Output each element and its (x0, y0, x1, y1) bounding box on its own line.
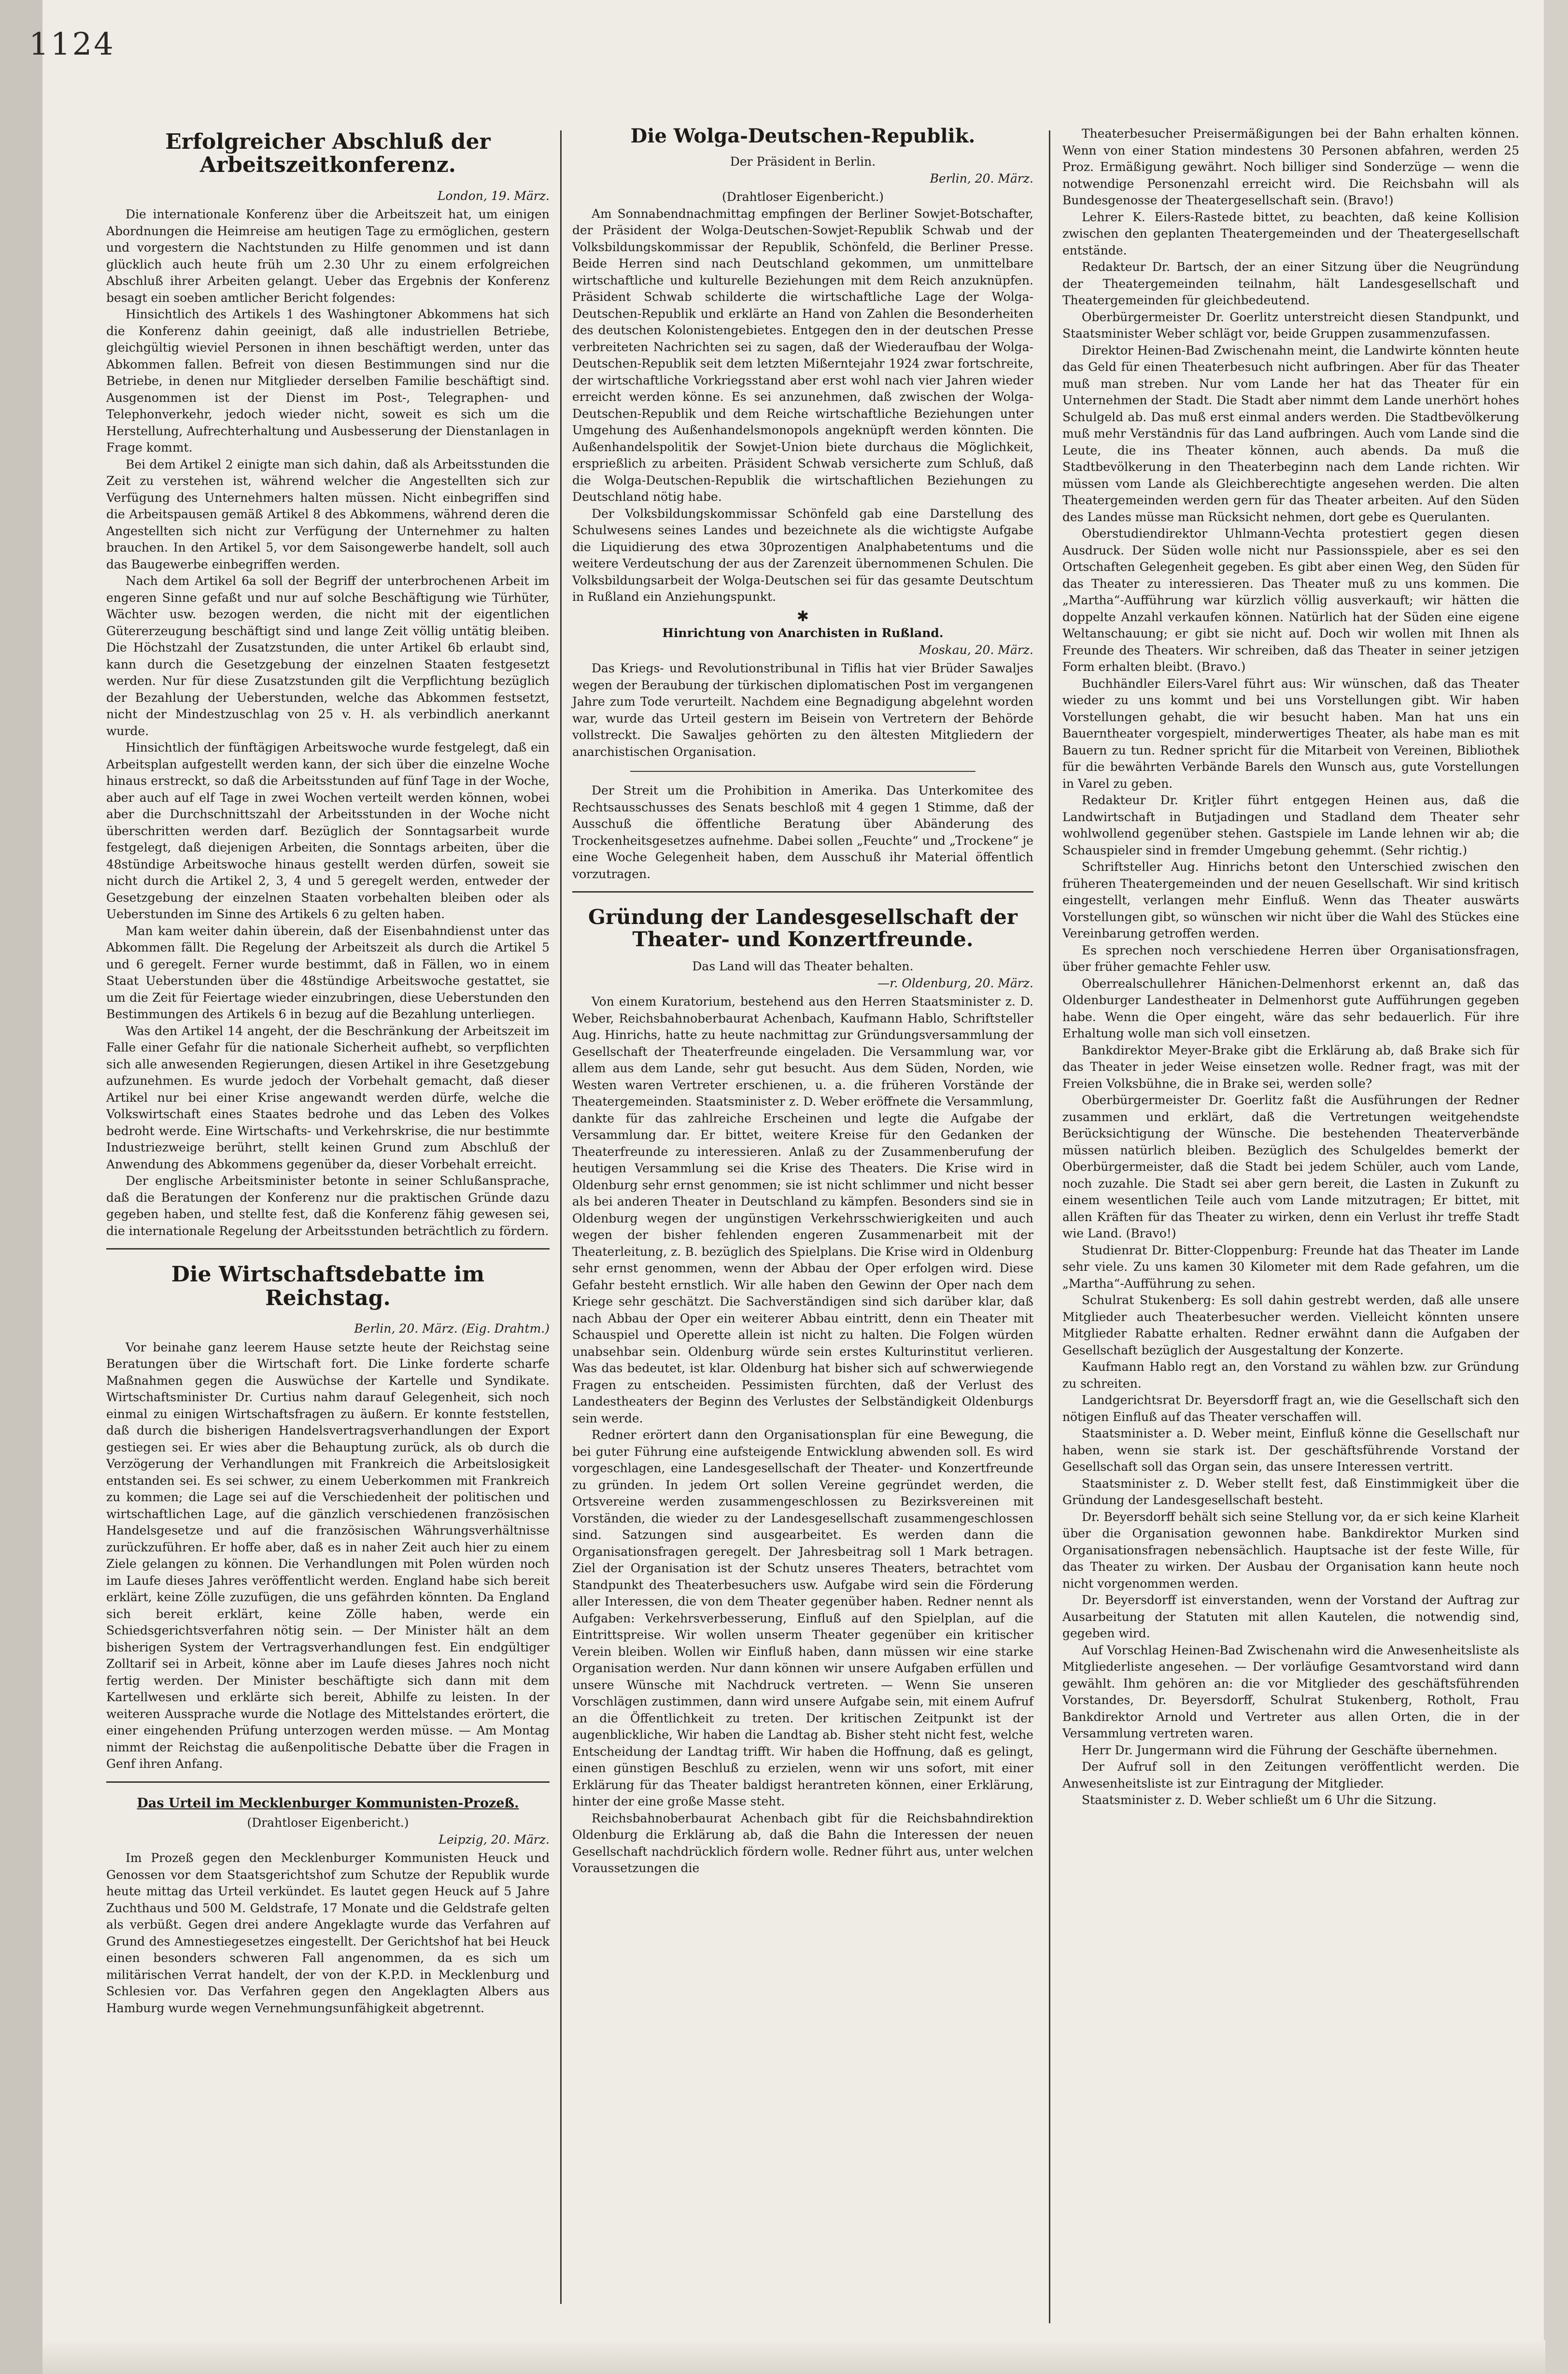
paragraph: Oberstudiendirektor Uhlmann-Vechta protestiert gegen diesen Ausdruck. Der Süden wolle nicht nur Passionsspiele, aber es sei den Ortschaften Gelegenheit gegeben. Es gibt aber einen Weg, den Süden für das Theater zu interessieren. Das Theater muß zu uns kommen. Die „Martha“-Aufführung war kürzlich völlig ausverkauft; wir hätten die doppelte Anzahl verkaufen können. Natürlich hat der Süden eine eigene Weltanschauung; er gibt sie nicht auf. Doch wir wollen mit Ihnen als Freunde des Theaters. Wir schreiben, daß das Theater in seiner jetzigen Form erhalten bleibt. (Bravo.) (1062, 526, 1519, 674)
paragraph: Reichsbahnoberbaurat Achenbach gibt für die Reichsbahndirektion Oldenburg die Erklärung ab, daß die Bahn die Interessen der neuen Gesellschaft nachdrücklich fördern wolle. Redner führt aus, unter welchen Voraussetzungen die (572, 1811, 1033, 1876)
dateline: Moskau, 20. März. (919, 642, 1033, 657)
column-2 (572, 126, 1033, 1877)
book-binding-edge (0, 0, 42, 2374)
paragraph: Studienrat Dr. Bitter-Cloppenburg: Freunde hat das Theater im Lande sehr viele. Zu uns kamen 30 Kilometer mit dem Rade gefahren, um die „Martha“-Aufführung zu sehen. (1062, 1243, 1519, 1291)
paragraph: Hinsichtlich des Artikels 1 des Washingtoner Abkommens hat sich die Konferenz dahin geeinigt, daß alle industriellen Betriebe, gleichgültig wieviel Personen in ihnen beschäftigt werden, unter das Abkommen fallen. Befreit von diesen Bestimmungen sind nur die Betriebe, in denen nur Mitglieder derselben Familie beschäftigt sind. Ausgenommen ist der Dienst im Post-, Telegraphen- und Telephonverkehr, jedoch wieder nicht, soweit es sich um die Herstellung, Aufrechterhaltung und Ausbesserung der Dienstanlagen in Frage kommt. (106, 307, 550, 455)
subheadline: Das Land will das Theater behalten. (692, 959, 914, 974)
paragraph: Redakteur Dr. Bartsch, der an einer Sitzung über die Neugründung der Theatergemeinden teilnahm, hält Landesgesellschaft und Theatergemeinden für gleichbedeutend. (1062, 260, 1519, 307)
paragraph: Der englische Arbeitsminister betonte in seiner Schlußansprache, daß die Beratungen der Konferenz nur die praktischen Gründe dazu gegeben haben, und stellte fest, daß die Konferenz fähig gewesen sei, die internationale Regelung der Arbeitsstunden beträchtlich zu fördern. (106, 1174, 550, 1238)
paragraph: Herr Dr. Jungermann wird die Führung der Geschäfte übernehmen. (1082, 1743, 1497, 1757)
page-edge-right (1544, 0, 1568, 2374)
paragraph: Buchhändler Eilers-Varel führt aus: Wir wünschen, daß das Theater wieder zu uns kommt und bei uns Vorstellungen gibt. Wir haben Vorstellungen gehabt, die wir besucht haben. Man hat uns ein Bauerntheater vorgespielt, minderwertiges Theater, als habe man es mit Bauern zu tun. Redner spricht für die Mitarbeit von Vereinen, Bibliothek für die bewährten Verbände Barels den Wunsch aus, gute Vorstellungen in Varel zu geben. (1062, 676, 1519, 791)
column-rule (1049, 130, 1050, 2323)
dateline: London, 19. März. (437, 188, 550, 203)
article-wirtschaftsdebatte (106, 1258, 550, 1772)
paragraph: Landgerichtsrat Dr. Beyersdorff fragt an, wie die Gesellschaft sich den nötigen Einfluß auf das Theater verschaffen will. (1062, 1393, 1519, 1424)
paragraph: Oberbürgermeister Dr. Goerlitz faßt die Ausführungen der Redner zusammen und erklärt, daß die Vertretungen weitgehendste Berücksichtigung der Wünsche. Die bestehenden Theaterverbände müssen natürlich bleiben. Bezüglich des Schulgeldes bemerkt der Oberbürgermeister, daß die Stadt bei jedem Schüler, auch vom Lande, noch zuzahle. Die Stadt sei aber gern bereit, die Lasten in Zukunft zu einem wesentlichen Teile auch vom Lande mitzutragen; Er bittet, mit allen Kräften für das Theater zu wirken, denn ein Verlust ihr treffe Stadt wie Land. (Bravo!) (1062, 1093, 1519, 1240)
paragraph: Schriftsteller Aug. Hinrichs betont den Unterschied zwischen den früheren Theatergemeinden und der neuen Gesellschaft. Wir sind kritisch eingestellt, verlangen mehr Einfluß. Wenn das Theater auswärts Vorstellungen gibt, so wünschen wir nicht über die Wahl des Stückes eine Vereinbarung getroffen werden. (1062, 860, 1519, 940)
paragraph: Redner erörtert dann den Organisationsplan für eine Bewegung, die bei guter Führung eine aufsteigende Entwicklung abwenden soll. Es wird vorgeschlagen, eine Landesgesellschaft der Theater- und Konzertfreunde zu gründen. In jedem Ort sollen Vereine gegründet werden, die Ortsvereine werden zusammengeschlossen zu Bezirksvereinen mit Vorständen, die wieder zu der Landesgesellschaft zusammengeschlossen sind. Satzungen sind ausgearbeitet. Es werden dann die Organisationsfragen geregelt. Der Jahresbeitrag soll 1 Mark betragen. Ziel der Organisation ist der Schutz unseres Theaters, betrachtet vom Standpunkt des Theaterbesuchers usw. Aufgabe wird sein die Förderung aller Interessen, die von dem Theater gegenüber haben. Redner nennt als Aufgaben: Verkehrsverbesserung, Einfluß auf den Spielplan, auf die Eintrittspreise. Wir wollen unserm Theater gegenüber ein kritischer Verein bleiben. Wollen wir Einfluß haben, dann müssen wir eine starke Organisation werden. Nur dann können wir unsere Aufgaben erfüllen und unsere Wünsche mit Nachdruck vertreten. — Wenn Sie unseren Vorschlägen zustimmen, dann wird unsere Aufgabe sein, mit einem Aufruf an die Öffentlichkeit zu treten. Der kritischen Zeitpunkt ist der augenblickliche, Wir haben die Landtag ab. Bisher steht nicht fest, welche Entscheidung der Landtag trifft. Wir haben die Hoffnung, daß es gelingt, einen günstigen Beschluß zu erzielen, wenn wir uns sofort, mit einer Erklärung für das Theater baldigst herantreten können, einer Erklärung, hinter der eine große Masse steht. (572, 1428, 1033, 1809)
dateline: Berlin, 20. März. (Eig. Drahtm.) (354, 1322, 550, 1336)
dateline: Berlin, 20. März. (930, 171, 1033, 185)
paragraph: Kaufmann Hablo regt an, den Vorstand zu wählen bzw. zur Gründung zu schreiten. (1062, 1360, 1519, 1391)
article-landesgesellschaft (572, 901, 1033, 1877)
paragraph: Staatsminister z. D. Weber schließt um 6 Uhr die Sitzung. (1082, 1793, 1437, 1807)
paragraph: Vor beinahe ganz leerem Hause setzte heute der Reichstag seine Beratungen über die Wirtschaft fort. Die Linke forderte scharfe Maßnahmen gegen die Auswüchse der Kartelle und Syndikate. Wirtschaftsminister Dr. Curtius nahm darauf Gelegenheit, sich noch einmal zu einigen Wirtschaftsfragen zu äußern. Er konnte feststellen, daß durch die bisherigen Handelsvertragsverhandlungen der Export gestiegen sei. Er wies aber die Behauptung zurück, als ob durch die Verzögerung der Verhandlungen mit Frankreich die Arbeitslosigkeit entstanden sei. Es sei schwer, zu einem Ueberkommen mit Frankreich zu kommen; die Lage sei auf die Verschiedenheit der politischen und wirtschaftlichen Lage, auf die gänzlich verschiedenen französischen Handelsgesetze und auf die französischen Währungsverhältnisse zurückzuführen. Er hoffe aber, daß es in naher Zeit auch hier zu einem Ziele gelangen zu können. Die Verhandlungen mit Polen würden noch im Laufe dieses Jahres veröffentlicht werden. England habe sich bereit erklärt, keine Zölle zuzufügen, die uns gefährden könnten. Da England sich bereit erklärt, keine Zölle haben, werde ein Schiedsgerichtsverfahren nötig sein. — Der Minister hält an dem bisherigen System der Vertragsverhandlungen fest. Ein endgültiger Zolltarif sei in Arbeit, könne aber im Laufe dieses Jahres noch nicht fertig werden. Der Minister beschäftigte sich dann mit dem Kartellwesen und erklärte sich bereit, Abhilfe zu leisten. In der weiteren Aussprache wurde die Notlage des Mittelstandes erörtert, die einer eingehenden Prüfung unterzogen werden müsse. — Am Montag nimmt der Reichstag die außenpolitische Debatte über die Fragen in Genf ihren Anfang. (106, 1340, 550, 1771)
dateline: —r. Oldenburg, 20. März. (877, 976, 1033, 990)
article-divider (572, 891, 1033, 893)
article-divider (630, 771, 975, 772)
paragraph: Lehrer K. Eilers-Rastede bittet, zu beachten, daß keine Kollision zwischen den geplanten Theatergemeinden und der Theatergesellschaft entstände. (1062, 210, 1519, 257)
paragraph: Die internationale Konferenz über die Arbeitszeit hat, um einigen Abordnungen die Heimreise am heutigen Tage zu ermöglichen, gestern und vorgestern die Nachtstunden zu Hilfe genommen und ist dann glücklich auch heute früh um 2.30 Uhr zu einem erfolgreichen Abschluß ihrer Arbeiten gelangt. Ueber das Ergebnis der Konferenz besagt ein soeben amtlicher Bericht folgendes: (106, 207, 550, 305)
subheadline: Der Präsident in Berlin. (730, 155, 876, 169)
source-line: (Drahtloser Eigenbericht.) (721, 190, 884, 204)
paragraph: Hinsichtlich der fünftägigen Arbeitswoche wurde festgelegt, daß ein Arbeitsplan aufgestellt werden kann, der sich über die einzelne Woche hinaus erstreckt, so daß die Arbeitsstunden auf fünf Tage in der Woche, aber auch auf elf Tage in zwei Wochen verteilt werden können, wobei aber die Durchschnittszahl der Arbeitsstunden in der Woche nicht überschritten werden darf. Bezüglich der Sonntagsarbeit wurde festgelegt, daß diejenigen Arbeiten, die Sonntags arbeiten, über die 48stündige Arbeitswoche hinaus gestellt werden dürfen, soweit sie nicht durch die Artikel 2, 3, 4 und 5 geregelt werden, entweder der Gesetzgebung der einzelnen Staaten vorbehalten bleiben oder als Ueberstunden im Sinne des Artikels 6 zu gelten haben. (106, 740, 550, 922)
paragraph: Schulrat Stukenberg: Es soll dahin gestrebt werden, daß alle unsere Mitglieder auch Theaterbesucher werden. Vielleicht könnten unsere Mitglieder Rabatte erhalten. Redner erwähnt dann die Aufgaben der Gesellschaft bezüglich der Ausgestaltung der Konzerte. (1062, 1293, 1519, 1357)
paragraph: Am Sonnabendnachmittag empfingen der Berliner Sowjet-Botschafter, der Präsident der Wolga-Deutschen-Sowjet-Republik Schwab und der Volksbildungskommissar der Republik, Schönfeld, die Berliner Presse. Beide Herren sind nach Deutschland gekommen, um unmittelbare wirtschaftliche und kulturelle Beziehungen mit dem Reich anzuknüpfen. Präsident Schwab schilderte die wirtschaftliche Lage der Wolga-Deutschen-Republik und erklärte an Hand von Zahlen die Besonderheiten des deutschen Kolonistengebietes. Entgegen den in der deutschen Presse verbreiteten Nachrichten sei zu sagen, daß der Wiederaufbau der Wolga-Deutschen-Republik seit dem letzten Mißerntejahr 1924 zwar fortschreite, der wirtschaftliche Vorkriegsstand aber erst wohl nach vier Jahren wieder erreicht werden könne. Es sei anzunehmen, daß zwischen der Wolga-Deutschen-Republik und dem Reiche wirtschaftliche Beziehungen unter Umgehung des Außenhandelsmonopols angeknüpft werden könnten. Die Außenhandelspolitik der Sowjet-Union biete durchaus die Möglichkeit, ersprießlich zu arbeiten. Präsident Schwab versicherte zum Schluß, daß die Wolga-Deutschen-Republik die wirtschaftlichen Beziehungen zu Deutschland nötig habe. (572, 206, 1033, 504)
article-prohibition (572, 782, 1033, 882)
paragraph: Dr. Beyersdorff behält sich seine Stellung vor, da er sich keine Klarheit über die Organisation gewonnen habe. Bankdirektor Murken sind Organisationsfragen nebensächlich. Hauptsache ist der feste Wille, für das Theater zu wirken. Der Ausbau der Organisation kann heute noch nicht vorgenommen werden. (1062, 1509, 1519, 1591)
page-number: 1124 (29, 27, 115, 62)
paragraph: Es sprechen noch verschiedene Herren über Organisationsfragen, über früher gemachte Fehler usw. (1062, 943, 1519, 974)
headline: Das Urteil im Mecklenburger Kommunisten-Prozeß. (137, 1795, 519, 1811)
paragraph: Auf Vorschlag Heinen-Bad Zwischenahn wird die Anwesenheitsliste als Mitgliederliste angesehen. — Der vorläufige Gesamtvorstand wird dann gewählt. Ihm gehören an: die vor Mitglieder des geschäftsführenden Vorstandes, Dr. Beyersdorff, Schulrat Stukenberg, Rotholt, Frau Bankdirektor Arnold und Vertreter aus allen Orten, die in der Versammlung vertreten waren. (1062, 1643, 1519, 1740)
paragraph: Von einem Kuratorium, bestehend aus den Herren Staatsminister z. D. Weber, Reichsbahnoberbaurat Achenbach, Kaufmann Hablo, Schriftsteller Aug. Hinrichs, hatte zu heute nachmittag zur Gründungsversammlung der Gesellschaft der Theaterfreunde eingeladen. Die Versammlung war, vor allem aus dem Lande, sehr gut besucht. Aus dem Süden, Norden, wie Westen waren Vertreter erschienen, u. a. die früheren Vorstände der Theatergemeinden. Staatsminister z. D. Weber eröffnete die Versammlung, dankte für das zahlreiche Erscheinen und legte die Aufgabe der Versammlung dar. Er bittet, weitere Kreise für den Gedanken der Theaterfreunde zu interessieren. Anlaß zu der Zusammenberufung der heutigen Versammlung sei die Krise des Theaters. Die Krise wird in Oldenburg sehr ernst genommen; sie ist nicht schlimmer und nicht besser als bei anderen Theater in Deutschland zu kämpfen. Besonders sind sie in Oldenburg wegen der ungünstigen Verkehrsschwierigkeiten und auch wegen der bisher fehlenden engeren Zusammenarbeit mit der Theaterleitung, z. B. bezüglich des Spielplans. Die Krise wird in Oldenburg sehr ernst genommen, wenn der Abbau der Oper erfolgen wird. Diese Gefahr besteht ernstlich. Wir alle haben den Gewinn der Oper nach dem Kriege sehr geschätzt. Die Sachverständigen sind sich darüber klar, daß nach Abbau der Oper ein weiterer Abbau eintritt, denn ein Theater mit Schauspiel und Operette allein ist nicht zu halten. Die Folgen würden unabsehbar sein. Oldenburg würde sein erstes Kulturinstitut verlieren. Was das bedeutet, ist klar. Oldenburg hat bisher sich auf schwerwiegende Fragen zu entscheiden. Pessimisten fürchten, daß der Verlust des Landestheaters der Beginn des Verlustes der Selbständigkeit Oldenburgs sein werde. (572, 995, 1033, 1425)
column-1 (106, 126, 550, 2017)
paragraph: Staatsminister a. D. Weber meint, Einfluß könne die Gesellschaft nur haben, wenn sie stark ist. Der geschäftsführende Vorstand der Gesellschaft soll das Organ sein, das unsere Interessen vertritt. (1062, 1426, 1519, 1474)
page-bottom-edge (42, 2340, 1545, 2374)
headline: Die Wolga-Deutschen-Republik. (630, 125, 975, 147)
source-line: (Drahtloser Eigenbericht.) (247, 1816, 409, 1830)
article-kommunisten-prozess (106, 1791, 550, 2017)
paragraph: Direktor Heinen-Bad Zwischenahn meint, die Landwirte könnten heute das Geld für einen Theaterbesuch nicht aufbringen. Aber für das Theater muß man streben. Nur vom Lande her hat das Theater für ein Unternehmen der Stadt. Die Stadt aber nimmt dem Lande unerhört hohes Schulgeld ab. Das muß erst einmal anders werden. Die Stadtbevölkerung muß mehr Verständnis für das Land aufbringen. Auch vom Lande sind die Leute, die ins Theater können, auch abends. Da muß die Stadtbevölkerung in den Theaterbeginn nach dem Lande richten. Wir müssen vom Lande als Gleichberechtigte angesehen werden. Die alten Theatergemeinden werden gern für das Theater arbeiten. Auf den Süden des Landes müsse man Rücksicht nehmen, dort gebe es Querulanten. (1062, 343, 1519, 524)
paragraph: Was den Artikel 14 angeht, der die Beschränkung der Arbeitszeit im Falle einer Gefahr für die nationale Sicherheit aufhebt, so verpflichten sich alle anwesenden Regierungen, diesen Artikel in ihre Gesetzgebung aufzunehmen. Es wurde jedoch der Vorbehalt gemacht, daß dieser Artikel nur bei einer Krise angewandt werden dürfe, welche die Volkswirtschaft eines Staates bedrohe und das Leben des Volkes bedroht werde. Eine Wirtschafts- und Verkehrskrise, die nur bestimmte Industriezweige berührt, stellt keinen Grund zum Abschluß der Anwendung des Abkommens gegenüber da, dieser Vorbehalt erreicht. (106, 1024, 550, 1171)
article-divider (106, 1781, 550, 1783)
column-rule (560, 130, 562, 2304)
headline: Die Wirtschaftsdebatte im Reichstag. (171, 1262, 485, 1310)
paragraph: Bankdirektor Meyer-Brake gibt die Erklärung ab, daß Brake sich für das Theater in jeder Weise einsetzen wolle. Redner fragt, was mit der Freien Volksbühne, die in Brake sei, werden solle? (1062, 1043, 1519, 1091)
dateline: Leipzig, 20. März. (438, 1832, 550, 1847)
paragraph: Dr. Beyersdorff ist einverstanden, wenn der Vorstand der Auftrag zur Ausarbeitung der Statuten mit allen Kautelen, die notwendig sind, gegeben wird. (1062, 1593, 1519, 1640)
paragraph: Oberbürgermeister Dr. Goerlitz unterstreicht diesen Standpunkt, und Staatsminister Weber schlägt vor, beide Gruppen zusammenzufassen. (1062, 310, 1519, 341)
paragraph: Der Aufruf soll in den Zeitungen veröffentlicht werden. Die Anwesenheitsliste ist zur Eintragung der Mitglieder. (1062, 1760, 1519, 1791)
separator-star-icon: ✱ (796, 608, 809, 625)
paragraph: Redakteur Dr. Kriţler führt entgegen Heinen aus, daß die Landwirtschaft in Butjadingen und Stadland dem Theater sehr wohlwollend gegenüber stehen. Gastspiele im Lande lehnen wir ab; die Schauspieler sind in fremder Umgebung gehemmt. (Sehr richtig.) (1062, 793, 1519, 857)
paragraph: Theaterbesucher Preisermäßigungen bei der Bahn erhalten können. Wenn von einer Station mindestens 30 Personen abfahren, werden 25 Proz. Ermäßigung gewährt. Noch billiger sind Sonderzüge — wenn die notwendige Personenzahl erreicht wird. Die Reichsbahn will als Bundesgenosse der Theatergesellschaft sein. (Bravo!) (1062, 127, 1519, 207)
article-wolga-deutschen (572, 126, 1033, 606)
paragraph: Das Kriegs- und Revolutionstribunal in Tiflis hat vier Brüder Sawaljes wegen der Beraubung der türkischen diplomatischen Post im vergangenen Jahre zum Tode verurteilt. Nachdem eine Begnadigung abgelehnt worden war, wurde das Urteil gestern im Beisein von Vertretern der Behörde vollstreckt. Die Sawaljes gehörten zu den ältesten Mitgliedern der anarchistischen Organisation. (572, 661, 1033, 759)
paragraph: Nach dem Artikel 6a soll der Begriff der unterbrochenen Arbeit im engeren Sinne gefaßt und nur auf solche Beschäftigung wie Türhüter, Wächter usw. bezogen werden, die nicht mit der eigentlichen Gütererzeugung beschäftigt sind und lange Zeit völlig untätig bleiben. Die Höchstzahl der Zusatzstunden, die unter Artikel 6b erlaubt sind, kann durch die Gesetzgebung der einzelnen Staaten festgesetzt werden. Nur für diese Zusatzstunden gilt die Verpflichtung bezüglich der Bezahlung der Ueberstunden, welche das Abkommen festsetzt, nicht der Mindestzuschlag von 25 v. H. als verbindlich anerkannt wurde. (106, 574, 550, 738)
paragraph: Im Prozeß gegen den Mecklenburger Kommunisten Heuck und Genossen vor dem Staatsgerichtshof zum Schutze der Republik wurde heute mittag das Urteil verkündet. Es lautet gegen Heuck auf 5 Jahre Zuchthaus und 500 M. Geldstrafe, 17 Monate und die Geldstrafe gelten als verbüßt. Gegen drei andere Angeklagte wurde das Verfahren auf Grund des Amnestiegesetzes eingestellt. Der Gerichtshof hat bei Heuck einen besonders schweren Fall angenommen, da es sich um militärischen Verrat handelt, der von der K.P.D. in Mecklenburg und Schlesien vor. Das Verfahren gegen den Angeklagten Albers aus Hamburg wurde wegen Vernehmungsunfähigkeit abgetrennt. (106, 1851, 550, 2015)
headline: Hinrichtung von Anarchisten in Rußland. (662, 626, 944, 640)
paragraph: Der Streit um die Prohibition in Amerika. Das Unterkomitee des Rechtsausschusses des Senats beschloß mit 4 gegen 1 Stimme, daß der Ausschuß die öffentliche Beratung über Abänderung des Trockenheitsgesetzes aufnehme. Dabei sollen „Feuchte“ und „Trockene“ je eine Woche Gelegenheit haben, dem Ausschuß ihr Material öffentlich vorzutragen. (572, 783, 1033, 881)
article-arbeitszeitkonferenz (106, 126, 550, 1239)
headline: Erfolgreicher Abschluß der Arbeitszeitkonferenz. (165, 129, 491, 178)
paragraph: Staatsminister z. D. Weber stellt fest, daß Einstimmigkeit über die Gründung der Landesgesellschaft besteht. (1062, 1476, 1519, 1507)
article-divider (106, 1248, 550, 1250)
article-hinrichtung (572, 625, 1033, 760)
paragraph: Der Volksbildungskommissar Schönfeld gab eine Darstellung des Schulwesens seines Landes und bezeichnete als die wichtigste Aufgabe die Liquidierung des etwa 30prozentigen Analphabetentums und die weitere Verdeutschung der aus der Zarenzeit übernommenen Schulen. Die Volksbildungsarbeit der Wolga-Deutschen sei für das gesamte Deutschtum in Rußland ein Anziehungspunkt. (572, 506, 1033, 604)
column-3 (1062, 126, 1519, 1809)
paragraph: Oberrealschullehrer Hänichen-Delmenhorst erkennt an, daß das Oldenburger Landestheater in Delmenhorst gute Aufführungen gegeben habe. Wenn die Oper eingeht, wäre das sehr bedauerlich. Für ihre Erhaltung wolle man sich voll einsetzen. (1062, 976, 1519, 1040)
paragraph: Man kam weiter dahin überein, daß der Eisenbahndienst unter das Abkommen fällt. Die Regelung der Arbeitszeit als durch die Artikel 5 und 6 geregelt. Ferner wurde bestimmt, daß in Fällen, wo in einem Staat Ueberstunden über die 48stündige Arbeitswoche gestattet, sie um die Zeit für Feiertage wieder einzubringen, diese Ueberstunden den Bestimmungen des Artikels 6 in bezug auf die Bezahlung unterliegen. (106, 924, 550, 1022)
paragraph: Bei dem Artikel 2 einigte man sich dahin, daß als Arbeitsstunden die Zeit zu verstehen ist, während welcher die Angestellten sich zur Verfügung des Unternehmers halten müssen. Nicht einbegriffen sind die Arbeitspausen gemäß Artikel 8 des Abkommens, während deren die Angestellten sich nicht zur Verfügung der Unternehmer zu halten brauchen. In den Artikel 5, vor dem Saisongewerbe handelt, soll auch das Baugewerbe einbegriffen werden. (106, 457, 550, 571)
headline: Gründung der Landesgesellschaft der Theater- und Konzertfreunde. (588, 905, 1017, 952)
